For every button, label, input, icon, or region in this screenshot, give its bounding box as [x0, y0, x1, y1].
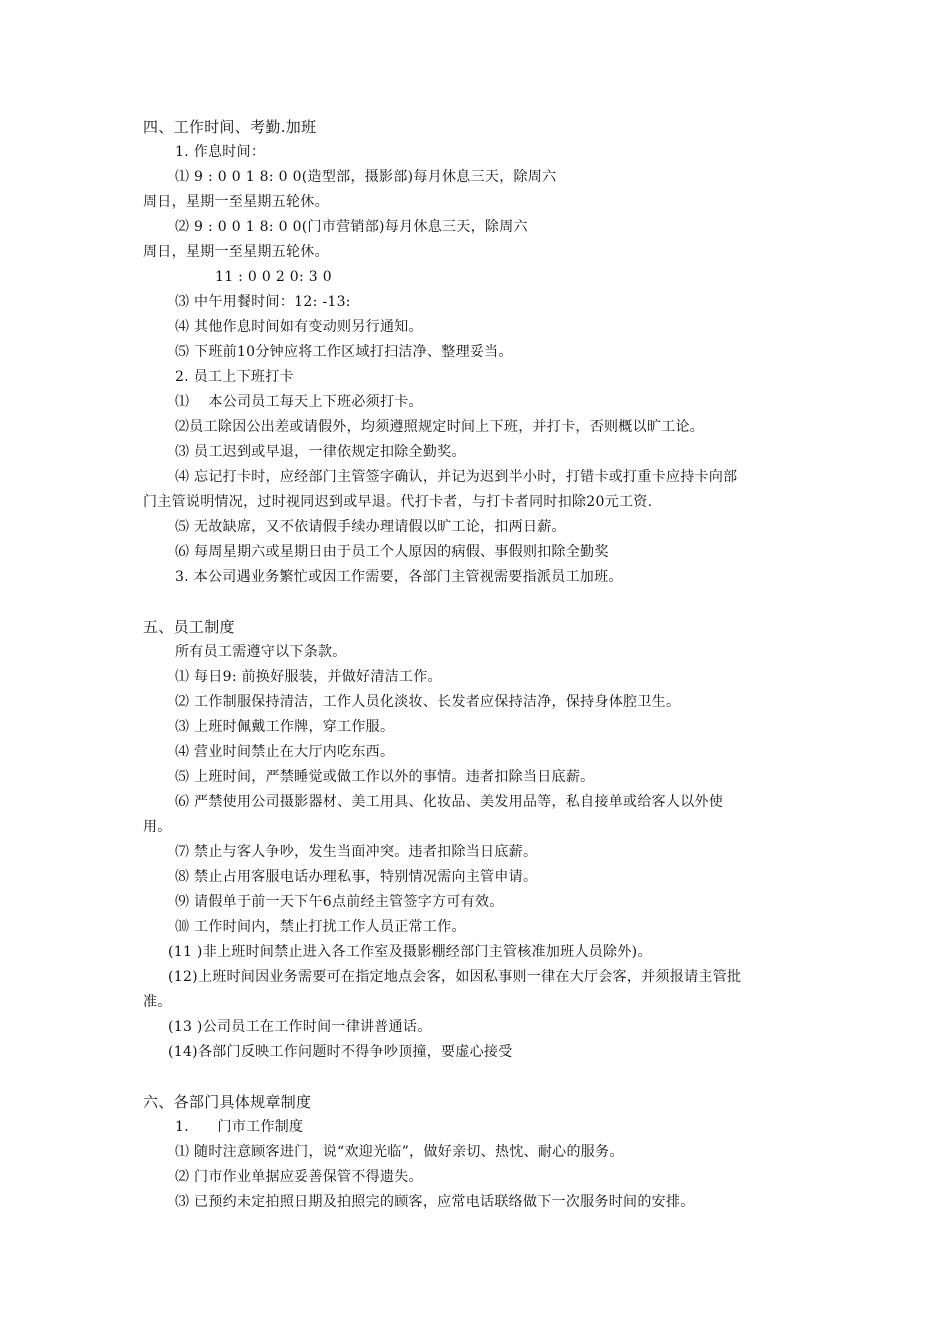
text-line: 所有员工需遵守以下条款。 [175, 644, 347, 660]
text-line: ⑹ 严禁使用公司摄影器材、美工用具、化妆品、美发用品等，私自接单或给客人以外使 [175, 794, 724, 810]
section-heading: 五、员工制度 [143, 618, 235, 636]
text-line: ⑴ 9 : 0 0 1 8: 0 0(造型部，摄影部)每月休息三天，除周六 [175, 169, 557, 185]
text-line: (13 )公司员工在工作时间一律讲普通话。 [168, 1019, 432, 1035]
text-line: ⑶ 中午用餐时间：12: -13: [175, 294, 351, 310]
text-line: ⑼ 请假单于前一天下午6点前经主管签字方可有效。 [175, 894, 504, 910]
text-line: 1. 作息时间： [175, 144, 266, 160]
text-line: ⑶ 上班时佩戴工作牌，穿工作服。 [175, 719, 395, 735]
text-line: (12)上班时间因业务需要可在指定地点会客，如因私事则一律在大厅会客，并须报请主管批 [168, 969, 742, 985]
text-line: ⑴ 本公司员工每天上下班必须打卡。 [175, 394, 423, 410]
text-line: ⑹ 每周星期六或星期日由于员工个人原因的病假、事假则扣除全勤奖 [175, 544, 609, 560]
text-line: ⑸ 下班前10分钟应将工作区域打扫洁净、整理妥当。 [175, 344, 513, 360]
section-heading: 四、工作时间、考勤.加班 [143, 118, 317, 136]
text-line: ⑸ 无故缺席，又不依请假手续办理请假以旷工论，扣两日薪。 [175, 519, 566, 535]
text-line: 2. 员工上下班打卡 [175, 369, 294, 385]
text-line: ⑺ 禁止与客人争吵，发生当面冲突。违者扣除当日底薪。 [175, 844, 538, 860]
text-line: ⑵ 工作制服保持清洁，工作人员化淡妆、长发者应保持洁净，保持身体腔卫生。 [175, 694, 681, 710]
text-line: ⑵ 门市作业单据应妥善保管不得遗失。 [175, 1169, 423, 1185]
text-line: 门主管说明情况，过时视同迟到或早退。代打卡者，与打卡者同时扣除20元工资. [143, 494, 653, 510]
text-line: ⑷ 其他作息时间如有变动则另行通知。 [175, 319, 423, 335]
text-line: ⑻ 禁止占用客服电话办理私事，特别情况需向主管申请。 [175, 869, 538, 885]
text-line: (14)各部门反映工作问题时不得争吵顶撞，要虚心接受 [168, 1044, 513, 1060]
text-line: 11 : 0 0 2 0: 3 0 [215, 269, 332, 285]
text-line: ⑽ 工作时间内，禁止打扰工作人员正常工作。 [175, 919, 466, 935]
text-line: ⑸ 上班时间，严禁睡觉或做工作以外的事情。违者扣除当日底薪。 [175, 769, 595, 785]
text-line: 准。 [143, 994, 172, 1010]
text-line: 周日，星期一至星期五轮休。 [143, 194, 329, 210]
text-line: ⑵ 9 : 0 0 1 8: 0 0(门市营销部)每月休息三天，除周六 [175, 219, 528, 235]
text-line: ⑶ 员工迟到或早退，一律依规定扣除全勤奖。 [175, 444, 466, 460]
text-line: ⑷ 忘记打卡时，应经部门主管签字确认，并记为迟到半小时，打错卡或打重卡应持卡向部 [175, 469, 738, 485]
text-line: 1. 门市工作制度 [175, 1119, 304, 1135]
text-line: 3. 本公司遇业务繁忙或因工作需要，各部门主管视需要指派员工加班。 [175, 569, 623, 585]
text-line: ⑴ 每日9: 前换好服装，并做好清洁工作。 [175, 669, 442, 685]
text-line: 周日，星期一至星期五轮休。 [143, 244, 329, 260]
text-line: ⑵员工除因公出差或请假外，均须遵照规定时间上下班，并打卡，否则概以旷工论。 [175, 419, 705, 435]
text-line: (11 )非上班时间禁止进入各工作室及摄影棚经部门主管核准加班人员除外)。 [168, 944, 652, 960]
text-line: 用。 [143, 819, 172, 835]
text-line: ⑴ 随时注意顾客进门，说“欢迎光临”，做好亲切、热忱、耐心的服务。 [175, 1144, 624, 1160]
text-line: ⑶ 已预约未定拍照日期及拍照完的顾客，应常电话联络做下一次服务时间的安排。 [175, 1194, 695, 1210]
section-heading: 六、各部门具体规章制度 [143, 1093, 312, 1111]
text-line: ⑷ 营业时间禁止在大厅内吃东西。 [175, 744, 395, 760]
